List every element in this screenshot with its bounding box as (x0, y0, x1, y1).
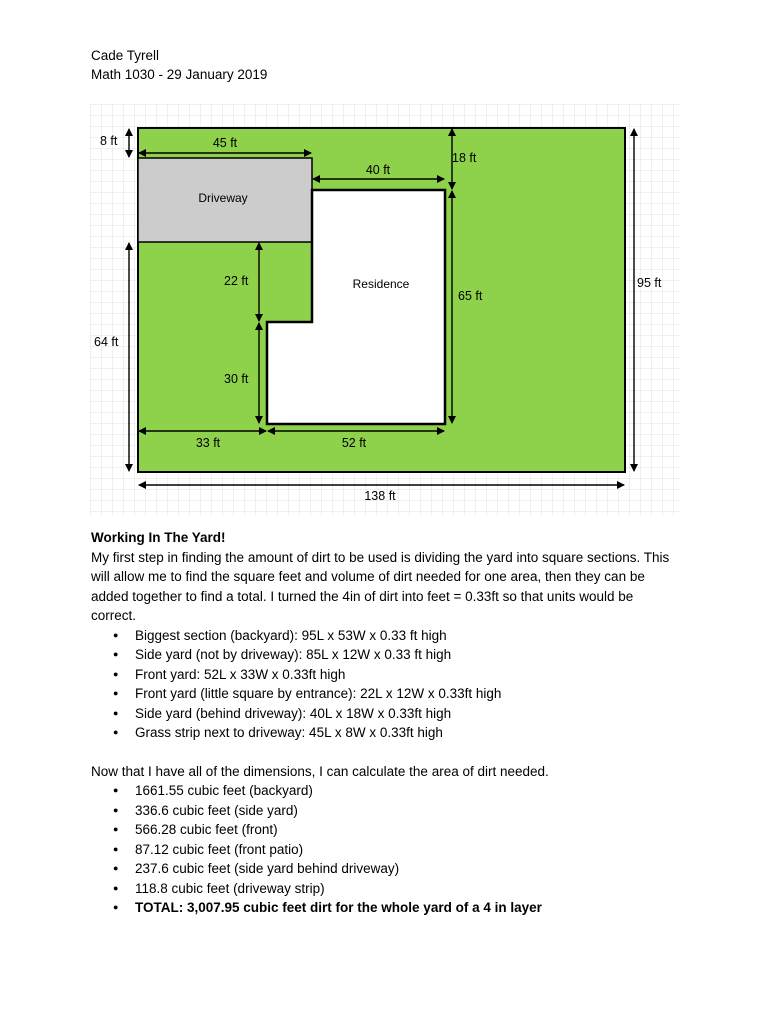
section-title: Working In The Yard! (91, 530, 226, 545)
list-item: ● Front yard (little square by entrance): 22L x 12W x 0.33ft high (135, 684, 671, 704)
list-item: ● Biggest section (backyard): 95L x 53W x 0.33 ft high (135, 626, 671, 646)
list-item: ● 87.12 cubic feet (front patio) (135, 840, 671, 860)
driveway-label: Driveway (198, 191, 248, 205)
list-item: ● 118.8 cubic feet (driveway strip) (135, 879, 671, 899)
yard-diagram (90, 104, 680, 516)
dim-label-65ft: 65 ft (458, 289, 483, 303)
dim-label-95ft: 95 ft (637, 276, 662, 290)
working-section (91, 528, 671, 918)
dim-label-33ft: 33 ft (195, 436, 221, 450)
volume-list (91, 781, 671, 918)
dim-label-45ft: 45 ft (212, 136, 238, 150)
list-item: ● Front yard: 52L x 33W x 0.33ft high (135, 665, 671, 685)
dim-label-18ft: 18 ft (452, 151, 477, 165)
dim-label-138ft: 138 ft (364, 489, 396, 503)
dim-label-64ft: 64 ft (94, 335, 119, 349)
author-name: Cade Tyrell (91, 48, 160, 63)
dim-label-40ft: 40 ft (365, 163, 391, 177)
calc-intro: Now that I have all of the dimensions, I can calculate the area of dirt needed. (91, 763, 549, 779)
list-item: ● 336.6 cubic feet (side yard) (135, 801, 671, 821)
dim-label-8ft: 8 ft (100, 134, 118, 148)
dim-label-22ft: 22 ft (224, 274, 249, 288)
list-item: ● Side yard (behind driveway): 40L x 18W x 0.33ft high (135, 704, 671, 724)
list-item: ● 237.6 cubic feet (side yard behind driveway) (135, 859, 671, 879)
list-item: ● Side yard (not by driveway): 85L x 12W x 0.33 ft high (135, 645, 671, 665)
course-date: Math 1030 - 29 January 2019 (91, 67, 268, 82)
list-item: ● 566.28 cubic feet (front) (135, 820, 671, 840)
dim-label-52ft: 52 ft (341, 436, 367, 450)
section-list (91, 626, 671, 743)
list-item: ● 1661.55 cubic feet (backyard) (135, 781, 671, 801)
dim-label-30ft: 30 ft (224, 372, 249, 386)
intro-paragraph: My first step in finding the amount of dirt to be used is dividing the yard into square sections. This will allow me to find the square feet and volume of dirt needed for one area, then they can be added together to find a total. I turned the 4in of dirt into feet = 0.33ft so that units would be correct. (91, 549, 670, 623)
residence-label: Residence (352, 277, 410, 291)
list-item: ● Grass strip next to driveway: 45L x 8W x 0.33ft high (135, 723, 671, 743)
document-header (91, 46, 267, 84)
total-item: ● TOTAL: 3,007.95 cubic feet dirt for the whole yard of a 4 in layer (135, 898, 671, 918)
